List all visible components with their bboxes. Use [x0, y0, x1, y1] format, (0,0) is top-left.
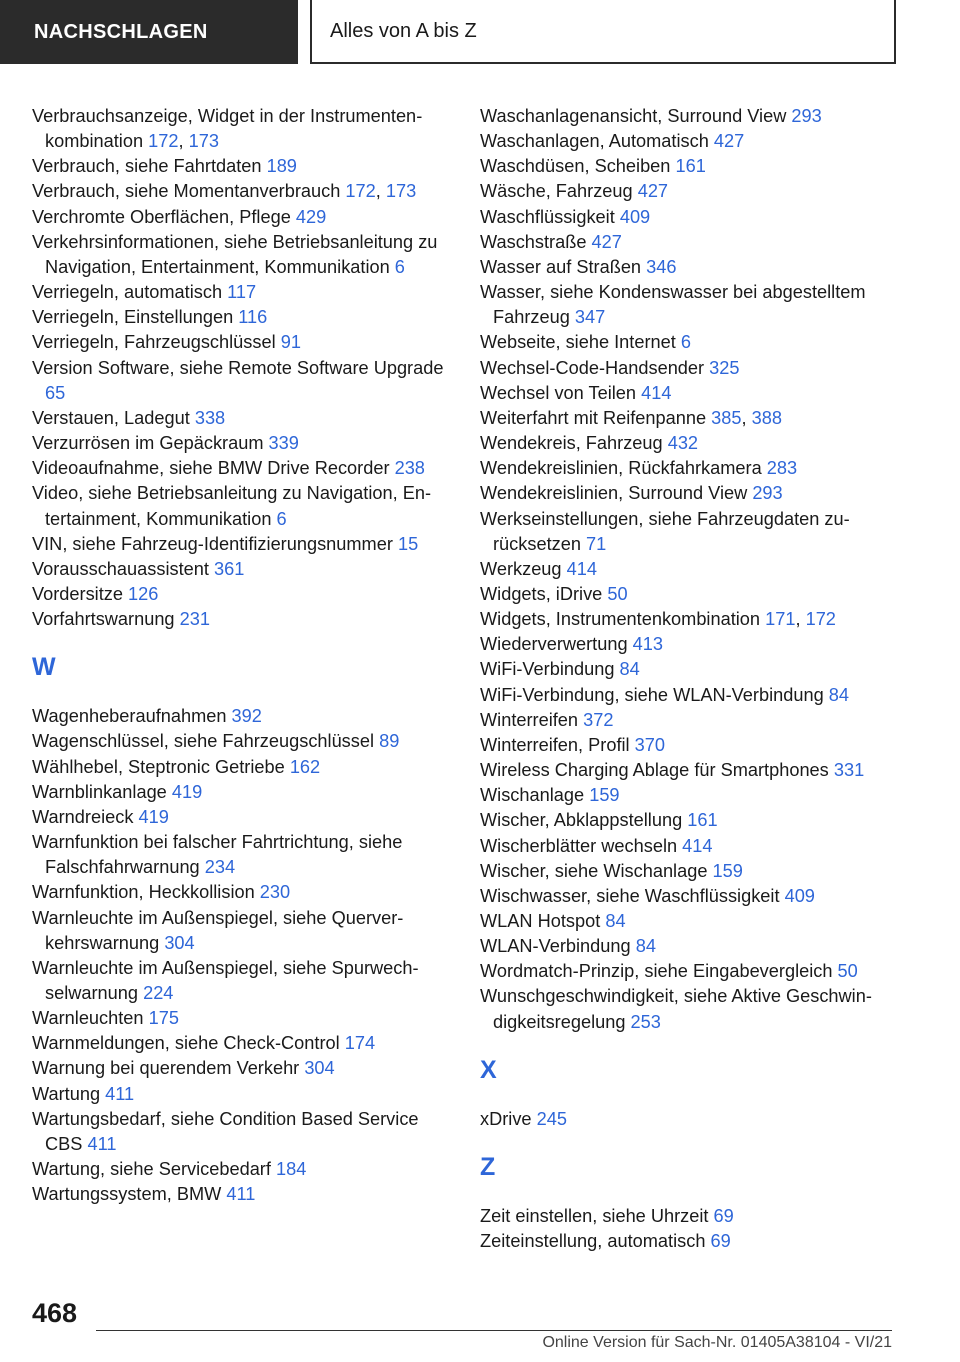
index-entry	[32, 431, 452, 456]
index-entry	[32, 356, 452, 406]
entry-term: Warnblinkanlage	[32, 781, 167, 802]
index-entry: Verbrauch, siehe Momentanverbrauch 172, 173	[32, 181, 417, 202]
index-entry	[480, 356, 910, 381]
index-entry	[32, 1157, 452, 1182]
entry-term: Warnleuchte im Außenspiegel, siehe Querverkehrswarnung	[32, 907, 404, 953]
page-link[interactable]: 174	[344, 1033, 376, 1054]
index-entry	[32, 704, 452, 729]
page-link[interactable]: 173	[385, 181, 417, 202]
entry-term: Wasser auf Straßen	[480, 256, 642, 277]
page-link[interactable]: 91	[280, 332, 301, 353]
entries-v	[32, 104, 452, 632]
page-link[interactable]: 361	[214, 558, 245, 579]
index-entry	[480, 859, 910, 884]
page-link[interactable]: 293	[791, 106, 822, 126]
page-link[interactable]: 427	[713, 131, 745, 152]
index-column-left	[32, 104, 452, 1207]
index-entry	[480, 481, 910, 506]
entry-term: Wendekreis, Fahrzeug	[480, 433, 663, 454]
page-number: 468	[32, 1298, 78, 1328]
page-link[interactable]: 432	[667, 433, 699, 454]
entry-term: Videoaufnahme, siehe BMW Drive Recorder	[32, 458, 390, 479]
entry-term: Widgets, iDrive	[480, 583, 603, 604]
index-entry	[480, 657, 910, 682]
entry-term: Verbrauchsanzeige, Widget in der Instrumentenkombination	[32, 106, 423, 152]
index-entry	[480, 557, 910, 582]
entry-term: WLAN Hotspot	[480, 911, 601, 931]
entry-term: Zeit einstellen, siehe Uhrzeit	[480, 1205, 709, 1226]
page-link[interactable]: 71	[586, 533, 607, 554]
page-link[interactable]: 253	[630, 1011, 661, 1032]
page-link[interactable]: 172	[805, 609, 836, 630]
page-link[interactable]: 161	[687, 810, 718, 831]
index-entry	[480, 154, 910, 179]
entry-term: Verbrauch, siehe Fahrtdaten	[32, 156, 262, 177]
entry-term: Waschanlagenansicht, Surround View	[480, 106, 787, 126]
entry-term: Waschdüsen, Scheiben	[480, 156, 671, 177]
index-entry	[32, 1182, 452, 1207]
entry-term: Verzurrösen im Gepäckraum	[32, 433, 264, 454]
entry-term: Widgets, Instrumentenkombination	[480, 609, 761, 630]
page-link[interactable]: 388	[751, 407, 783, 428]
page-link[interactable]: 419	[138, 806, 169, 827]
entry-term: Wendekreislinien, Rückfahrkamera	[480, 458, 762, 479]
page-link[interactable]: 339	[268, 433, 299, 454]
index-entry	[32, 1031, 452, 1056]
index-entry	[32, 205, 452, 230]
index-entry	[32, 956, 452, 1006]
page-link[interactable]: 325	[709, 357, 740, 378]
entry-term: Wischanlage	[480, 785, 585, 806]
page-link[interactable]: 172	[345, 181, 376, 202]
index-entry	[32, 330, 452, 355]
page-link[interactable]: 409	[784, 885, 815, 906]
page-link[interactable]: 370	[634, 734, 666, 755]
page-link[interactable]: 238	[394, 458, 425, 479]
entry-term: Verriegeln, Einstellungen	[32, 307, 234, 328]
page-link[interactable]: 234	[204, 857, 236, 878]
letter-heading-z: Z	[480, 1152, 496, 1181]
entry-term: Wartungssystem, BMW	[32, 1184, 222, 1205]
page-link[interactable]: 304	[304, 1058, 335, 1079]
index-entry	[480, 632, 910, 657]
page-link[interactable]: 50	[837, 961, 858, 982]
entry-term: Wischer, siehe Wischanlage	[480, 860, 708, 881]
entry-term: Warnfunktion, Heckkollision	[32, 882, 255, 903]
entry-term: Verchromte Oberflächen, Pflege	[32, 206, 291, 227]
page-link[interactable]: 283	[766, 458, 798, 479]
index-entry	[480, 934, 910, 959]
entry-term: Verstauen, Ladegut	[32, 407, 190, 428]
index-entry	[32, 154, 452, 179]
entry-term: Warnfunktion bei falscher Fahrtrichtung, siehe Falschfahrwarnung	[32, 832, 403, 878]
section-tab	[0, 0, 298, 64]
index-entry	[480, 683, 910, 708]
index-entry	[480, 834, 910, 859]
index-entry	[480, 783, 910, 808]
index-entry	[480, 708, 910, 733]
entry-term: Wunschgeschwindigkeit, siehe Aktive Geschwindigkeitsregelung	[480, 986, 872, 1032]
page-link[interactable]: 413	[632, 634, 663, 655]
index-entry	[32, 481, 452, 531]
index-entry	[32, 557, 452, 582]
letter-heading-x: X	[480, 1055, 497, 1084]
index-entry	[32, 456, 452, 481]
index-entry: Weiterfahrt mit Reifenpanne 385, 388	[480, 407, 783, 428]
entry-term: Warnung bei querendem Verkehr	[32, 1058, 300, 1079]
page-link[interactable]: 84	[828, 684, 850, 705]
entry-term: Wendekreislinien, Surround View	[480, 483, 748, 504]
entries-w-right	[480, 104, 910, 1035]
entries-w	[32, 704, 452, 1207]
page-link[interactable]: 172	[148, 131, 179, 152]
entry-term: Winterreifen, Profil	[480, 734, 630, 755]
index-entry	[32, 805, 452, 830]
index-entry	[32, 729, 452, 754]
index-entry	[480, 808, 910, 833]
page-link[interactable]: 231	[179, 609, 210, 630]
entry-term: Wagenheberaufnahmen	[32, 706, 227, 727]
entry-term: Wireless Charging Ablage für Smartphones	[480, 760, 829, 781]
page-link[interactable]: 15	[397, 533, 419, 554]
page-link[interactable]: 411	[226, 1184, 256, 1205]
page-link[interactable]: 159	[712, 860, 743, 881]
entry-term: Video, siehe Betriebsanleitung zu Navigation, Entertainment, Kommunikation	[32, 483, 432, 529]
page-link[interactable]: 427	[591, 231, 622, 252]
entry-term: Wasser, siehe Kondenswasser bei abgestelltem Fahrzeug	[480, 282, 866, 328]
entries-x	[480, 1107, 910, 1132]
entry-term: Waschflüssigkeit	[480, 206, 615, 227]
page-link[interactable]: 126	[128, 583, 159, 604]
page-link[interactable]: 161	[675, 156, 706, 177]
subsection-title: Alles von A bis Z	[330, 19, 477, 42]
entry-term: Wischwasser, siehe Waschflüssigkeit	[480, 885, 780, 906]
entry-term: Werkzeug	[480, 558, 562, 579]
entry-term: Verkehrsinformationen, siehe Betriebsanleitung zu Navigation, Entertainment, Kommunikation	[32, 231, 438, 277]
entry-term: Wartung, siehe Servicebedarf	[32, 1159, 271, 1180]
entry-term: Version Software, siehe Remote Software Upgrade	[32, 357, 444, 378]
entry-term: Verbrauch, siehe Momentanverbrauch	[32, 181, 341, 202]
index-entry: Verbrauchsanzeige, Widget in der Instrumentenkombination 172, 173	[32, 106, 423, 152]
footer-divider	[96, 1330, 892, 1331]
page-link[interactable]: 69	[713, 1205, 734, 1226]
page-link[interactable]: 331	[833, 760, 865, 781]
index-entry	[480, 255, 910, 280]
page-link[interactable]: 6	[276, 508, 287, 529]
entry-term: Warndreieck	[32, 806, 134, 827]
page-link[interactable]: 6	[394, 256, 405, 277]
entry-term: WiFi-Verbindung, siehe WLAN-Verbindung	[480, 684, 824, 705]
entry-term: Wischerblätter wechseln	[480, 835, 678, 856]
entry-term: Weiterfahrt mit Reifenpanne	[480, 407, 707, 428]
page-link[interactable]: 65	[45, 382, 66, 403]
letter-heading-w: W	[32, 653, 56, 682]
index-entry	[32, 406, 452, 431]
page-link[interactable]: 429	[295, 206, 327, 227]
page-link[interactable]: 293	[752, 483, 783, 504]
page-link[interactable]: 230	[259, 882, 291, 903]
index-entry	[480, 456, 910, 481]
page-link[interactable]: 175	[148, 1008, 179, 1029]
page-link[interactable]: 84	[605, 911, 626, 931]
index-entry	[32, 532, 452, 557]
index-entry	[480, 431, 910, 456]
page-link[interactable]: 427	[637, 181, 669, 202]
index-column-right	[480, 104, 910, 1254]
index-entry	[32, 1082, 452, 1107]
entry-term: Verriegeln, Fahrzeugschlüssel	[32, 332, 276, 353]
page-link[interactable]: 171	[765, 609, 796, 630]
entry-term: Wischer, Abklappstellung	[480, 810, 683, 831]
page-link[interactable]: 89	[379, 731, 400, 752]
index-entry	[480, 179, 910, 204]
entry-term: xDrive	[480, 1108, 532, 1129]
index-entry	[32, 230, 452, 280]
entry-term: Werkseinstellungen, siehe Fahrzeugdaten zurücksetzen	[480, 508, 850, 554]
entry-term: Wechsel-Code-Handsender	[480, 357, 705, 378]
page-link[interactable]: 84	[619, 659, 640, 680]
page-link[interactable]: 224	[143, 983, 174, 1003]
entry-term: Zeiteinstellung, automatisch	[480, 1231, 706, 1252]
page-link[interactable]: 346	[646, 256, 677, 277]
index-entry	[480, 280, 910, 330]
entry-term: Wechsel von Teilen	[480, 382, 637, 403]
index-entry	[480, 733, 910, 758]
index-entry	[480, 1229, 910, 1254]
page-link[interactable]: 409	[619, 206, 651, 227]
page-link[interactable]: 69	[710, 1231, 731, 1252]
page-link[interactable]: 372	[583, 709, 614, 730]
entry-term: Warnmeldungen, siehe Check-Control	[32, 1033, 340, 1054]
section-title: NACHSCHLAGEN	[34, 20, 208, 43]
page-link[interactable]: 392	[231, 706, 262, 727]
index-entry	[32, 906, 452, 956]
index-entry	[32, 582, 452, 607]
index-entry	[32, 880, 452, 905]
entry-term: Vorfahrtswarnung	[32, 609, 175, 630]
index-entry	[32, 305, 452, 330]
entry-term: Vordersitze	[32, 583, 123, 604]
entry-term: Warnleuchten	[32, 1008, 144, 1029]
entry-term: Winterreifen	[480, 709, 579, 730]
index-entry	[32, 1006, 452, 1031]
page-link[interactable]: 414	[566, 558, 597, 579]
entry-term: Vorausschauassistent	[32, 558, 209, 579]
index-entry	[480, 984, 910, 1034]
page-link[interactable]: 347	[574, 307, 606, 328]
index-entry	[32, 607, 452, 632]
index-entry	[480, 230, 910, 255]
page-link[interactable]: 411	[87, 1133, 117, 1154]
page-link[interactable]: 159	[589, 785, 620, 806]
page-link[interactable]: 84	[635, 936, 656, 957]
page-link[interactable]: 338	[194, 407, 226, 428]
index-entry	[480, 959, 910, 984]
index-entry	[480, 1107, 910, 1132]
entry-term: Wäsche, Fahrzeug	[480, 181, 633, 202]
index-entry	[32, 1056, 452, 1081]
page-link[interactable]: 116	[238, 307, 268, 328]
entry-term: VIN, siehe Fahrzeug-Identifizierungsnummer	[32, 533, 393, 554]
page-link[interactable]: 189	[266, 156, 297, 177]
index-entry	[480, 381, 910, 406]
index-entry	[480, 884, 910, 909]
page-link[interactable]: 173	[188, 131, 219, 152]
entry-term: Wählhebel, Steptronic Getriebe	[32, 756, 285, 777]
page-link[interactable]: 6	[680, 332, 691, 353]
index-entry	[32, 755, 452, 780]
index-entry	[480, 1204, 910, 1229]
index-entry	[480, 758, 910, 783]
entry-term: Webseite, siehe Internet	[480, 332, 676, 353]
page-link[interactable]: 184	[275, 1159, 307, 1180]
entry-term: Warnleuchte im Außenspiegel, siehe Spurwechselwarnung	[32, 957, 419, 1003]
entry-term: Wordmatch-Prinzip, siehe Eingabevergleich	[480, 961, 833, 982]
page-link[interactable]: 419	[171, 781, 203, 802]
page-link[interactable]: 411	[105, 1083, 135, 1104]
index-entry: Widgets, Instrumentenkombination 171, 172	[480, 609, 836, 630]
entry-term: Wartungsbedarf, siehe Condition Based Service CBS	[32, 1108, 419, 1154]
index-entry	[480, 582, 910, 607]
page-link[interactable]: 162	[289, 756, 321, 777]
page-link[interactable]: 414	[682, 835, 713, 856]
entry-term: Waschstraße	[480, 231, 587, 252]
index-entry	[480, 909, 910, 934]
subsection-tab	[310, 0, 896, 64]
entry-term: Wagenschlüssel, siehe Fahrzeugschlüssel	[32, 731, 375, 752]
entry-term: Wartung	[32, 1083, 101, 1104]
index-entry	[32, 280, 452, 305]
page-link[interactable]: 385	[711, 407, 742, 428]
index-entry	[480, 507, 910, 557]
page-link[interactable]: 117	[227, 282, 257, 303]
index-entry	[32, 780, 452, 805]
page-link[interactable]: 50	[607, 583, 628, 604]
page-link[interactable]: 245	[536, 1108, 567, 1129]
index-entry	[480, 205, 910, 230]
index-entry	[480, 129, 910, 154]
footer-text: Online Version für Sach-Nr. 01405A38104 - VI/21	[542, 1334, 892, 1351]
page-link[interactable]: 414	[641, 382, 672, 403]
entry-term: WLAN-Verbindung	[480, 936, 631, 957]
entry-term: Wiederverwertung	[480, 634, 628, 655]
page-link[interactable]: 304	[164, 932, 195, 953]
entries-z	[480, 1204, 910, 1254]
index-entry	[480, 330, 910, 355]
entry-term: Waschanlagen, Automatisch	[480, 131, 709, 152]
index-entry	[32, 830, 452, 880]
entry-term: WiFi-Verbindung	[480, 659, 615, 680]
entry-term: Verriegeln, automatisch	[32, 282, 223, 303]
index-entry	[32, 1107, 452, 1157]
index-entry	[480, 104, 910, 129]
